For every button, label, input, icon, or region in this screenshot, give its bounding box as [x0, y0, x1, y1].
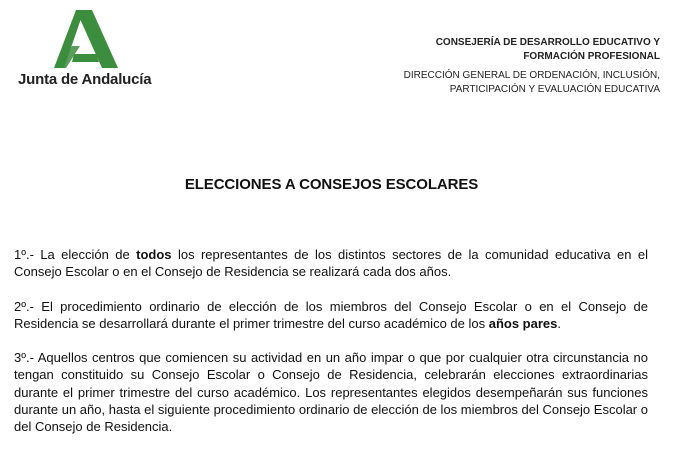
logo-text: Junta de Andalucía	[18, 71, 152, 88]
direccion-general	[330, 69, 660, 97]
paragraph-1-text-start: 1º.- La elección de	[14, 247, 137, 262]
consejeria-line-2: FORMACIÓN PROFESIONAL	[523, 51, 660, 62]
paragraph-1-text-end: los representantes de los distintos sectores de la comunidad educativa en el Consejo Escolar o en el Consejo de Residencia se realizará cada dos años.	[14, 247, 649, 280]
paragraph-1-emphasis: todos	[136, 247, 172, 262]
consejeria-line-1: CONSEJERÍA DE DESARROLLO EDUCATIVO Y	[435, 37, 660, 48]
consejeria-name	[330, 36, 660, 64]
paragraph-2	[14, 298, 648, 333]
paragraph-2-emphasis: años pares	[488, 315, 558, 331]
andalucia-a-icon	[54, 10, 118, 68]
document-body	[14, 246, 648, 453]
institution-header	[330, 36, 660, 97]
paragraph-3: 3º.- Aquellos centros que comiencen su actividad en un año impar o que por cualquier otra circunstancia no tengan constituido su Consejo Escolar o Consejo de Residencia, celebrarán elecciones extraordinarias durante el primer trimestre del curso académico. Los representantes elegidos desempeñarán sus funciones durante un año, hasta el siguiente procedimiento ordinario de elección de los miembros del Consejo Escolar o del Consejo de Residencia.	[14, 350, 648, 435]
paragraph-2-text-end: .	[557, 315, 561, 331]
paragraph-1	[14, 246, 648, 281]
junta-andalucia-logo	[16, 8, 166, 92]
document-title: ELECCIONES A CONSEJOS ESCOLARES	[184, 176, 479, 193]
paragraph-2-text-start: 2º.- El procedimiento ordinario de elección de los miembros del Consejo Escolar o en el Consejo de Residencia se desarrollará durante el primer trimestre del curso académico de los	[14, 298, 648, 331]
direccion-line-1: DIRECCIÓN GENERAL DE ORDENACIÓN, INCLUSIÓN,	[403, 70, 660, 81]
direccion-line-2: PARTICIPACIÓN Y EVALUACIÓN EDUCATIVA	[449, 84, 660, 95]
